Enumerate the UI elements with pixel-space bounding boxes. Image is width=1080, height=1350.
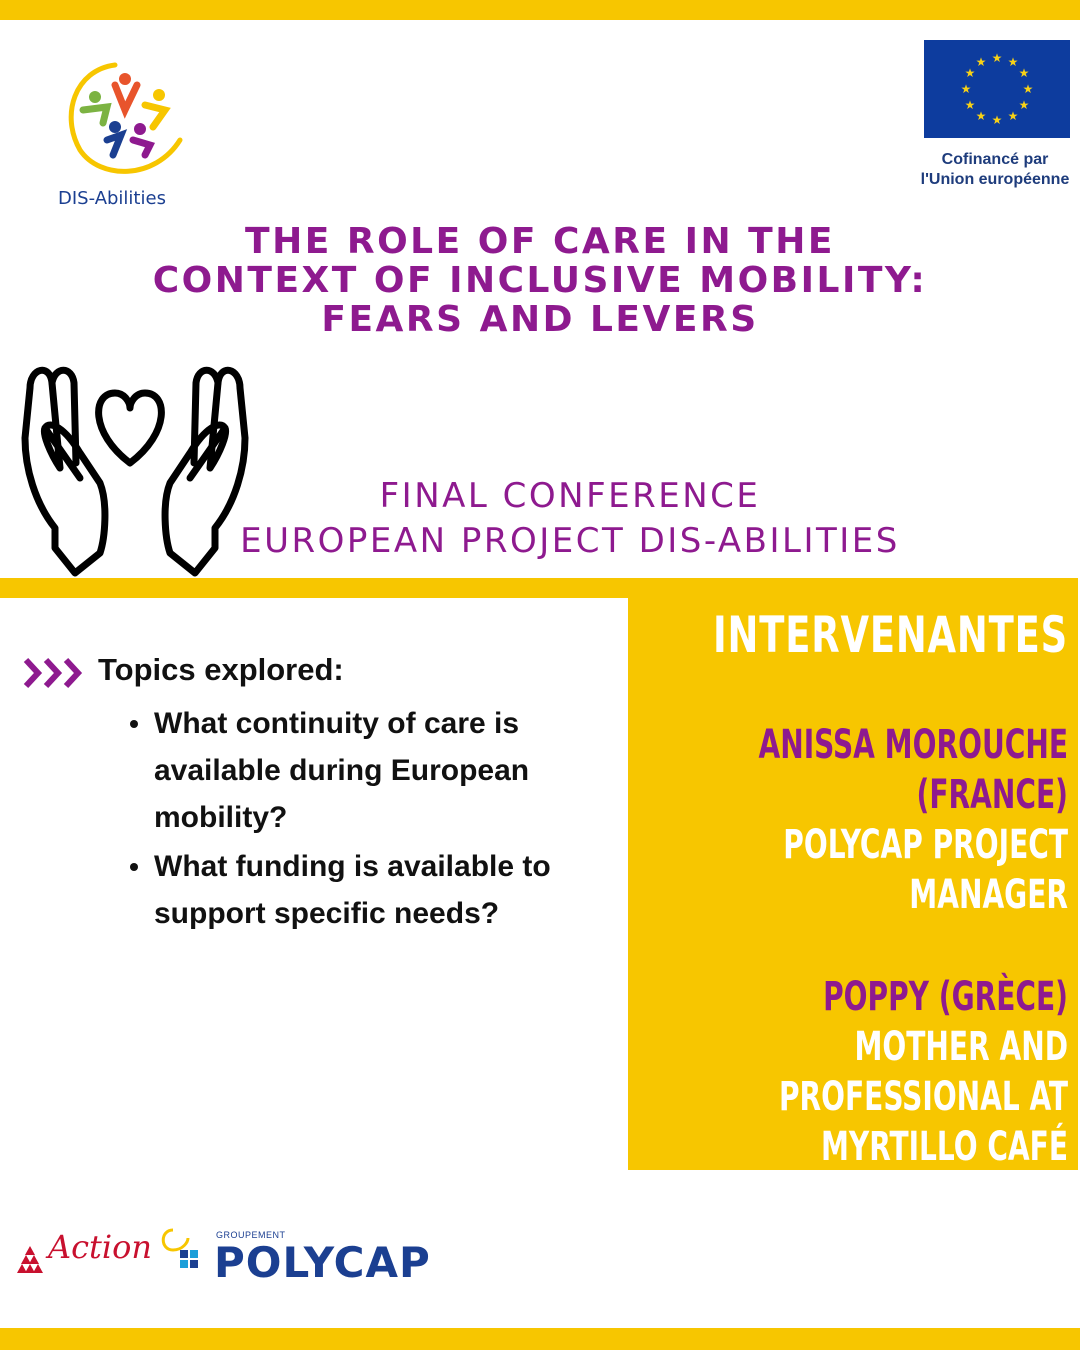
dis-abilities-logo-text: DIS-Abilities — [58, 188, 166, 209]
speakers-heading: INTERVENANTES — [713, 606, 1068, 664]
svg-text:★: ★ — [975, 55, 987, 69]
svg-text:★: ★ — [964, 66, 976, 80]
speaker1-role-line1: POLYCAP PROJECT — [783, 822, 1068, 868]
eu-flag-icon — [924, 40, 1070, 138]
speaker2-name: POPPY (GRÈCE) — [823, 974, 1068, 1020]
svg-text:★: ★ — [1007, 55, 1019, 69]
speaker1-name: ANISSA MOROUCHE — [758, 722, 1068, 768]
conference-line2: EUROPEAN PROJECT DIS-ABILITIES — [240, 521, 900, 561]
polycap-logo-text: POLYCAP — [214, 1238, 431, 1287]
topic-item: What funding is available to support specific needs? — [154, 843, 614, 937]
title-line2: CONTEXT OF INCLUSIVE MOBILITY: — [152, 260, 928, 301]
svg-text:★: ★ — [991, 113, 1003, 127]
eu-stars-icon — [924, 40, 1070, 138]
eu-cofunding-text — [900, 150, 1080, 190]
conference-line1: FINAL CONFERENCE — [379, 476, 761, 516]
svg-text:★: ★ — [1022, 82, 1034, 96]
svg-text:★: ★ — [960, 82, 972, 96]
triple-chevron-icon — [22, 656, 86, 690]
title-line1: THE ROLE OF CARE IN THE — [245, 221, 835, 262]
speaker2-role-line2: PROFESSIONAL AT — [778, 1074, 1068, 1120]
svg-text:★: ★ — [964, 98, 976, 112]
speaker2-role-line1: MOTHER AND — [854, 1024, 1068, 1070]
top-yellow-band — [0, 0, 1080, 20]
speaker1-role-line2: MANAGER — [909, 872, 1068, 918]
speaker1-country: (FRANCE) — [916, 772, 1068, 818]
page-title — [60, 222, 1020, 339]
eu-text-line1: Cofinancé par — [941, 151, 1049, 168]
speaker2-role-line3: MYRTILLO CAFÉ — [820, 1124, 1068, 1170]
svg-text:★: ★ — [991, 51, 1003, 65]
dis-abilities-logo — [50, 55, 200, 215]
action-logo-text: Action — [48, 1228, 152, 1266]
polycap-groupement-text: GROUPEMENT — [216, 1230, 286, 1240]
topics-label: Topics explored: — [98, 652, 344, 687]
svg-text:★: ★ — [1018, 66, 1030, 80]
title-line3: FEARS AND LEVERS — [321, 299, 759, 340]
speakers-list — [628, 600, 1068, 1172]
svg-text:★: ★ — [1018, 98, 1030, 112]
eu-text-line2: l'Union européenne — [920, 171, 1070, 188]
spacer — [628, 920, 1068, 972]
topics-list — [154, 700, 614, 939]
svg-text:★: ★ — [1007, 109, 1019, 123]
spacer — [628, 670, 1068, 720]
dis-abilities-logo-icon — [55, 55, 195, 185]
svg-text:★: ★ — [975, 109, 987, 123]
bottom-yellow-band — [0, 1328, 1080, 1350]
topic-item: What continuity of care is available during European mobility? — [154, 700, 614, 841]
conference-subtitle — [210, 474, 930, 564]
